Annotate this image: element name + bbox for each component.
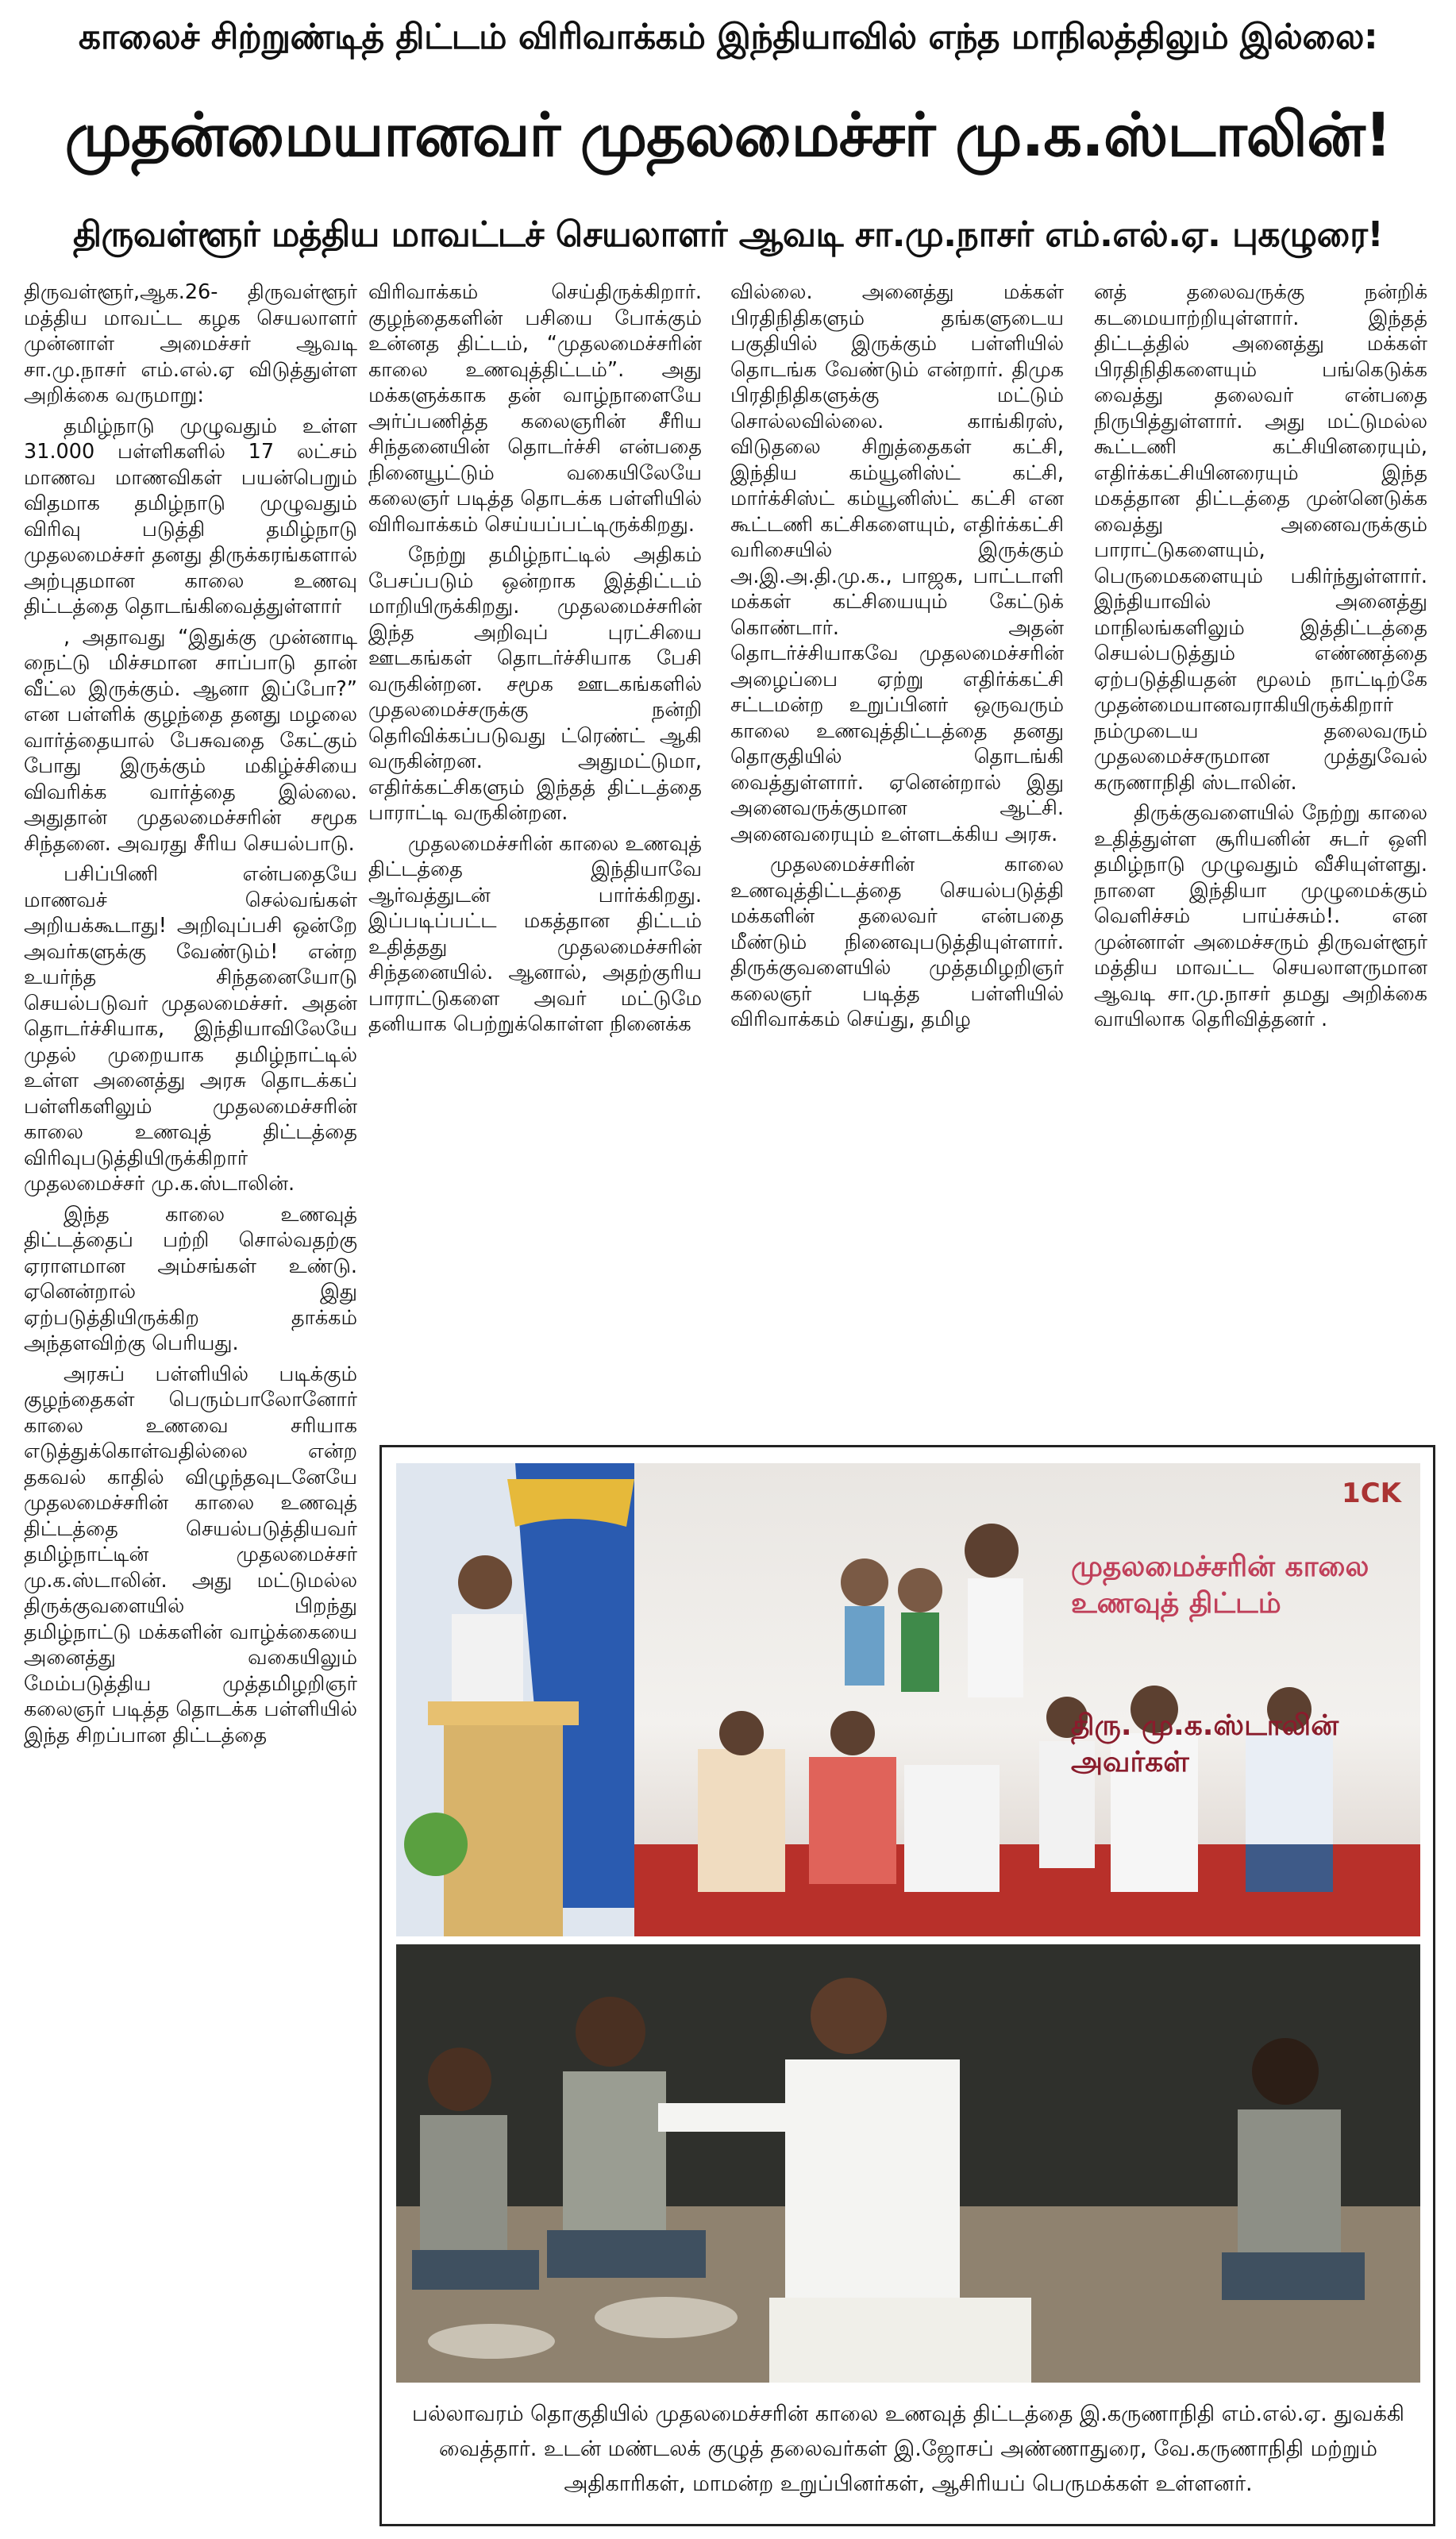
paragraph: , அதாவது “இதுக்கு முன்னாடி நைட்டு மிச்சமான சாப்பாடு தான் வீட்ல இருக்கும். ஆனா இப்போ?” என பள்ளிக் குழந்தை தனது மழலை வார்த்தையால் பேசுவதை கேட்கும் போது இருக்கும் மகிழ்ச்சியை விவரிக்க வார்த்தை இல்லை. அதுதான் முதலமைச்சரின் சமூக சிந்தனை. அவரது சீரிய செயல்பாடு. — [24, 625, 357, 856]
guest-1-head — [719, 1711, 764, 1755]
sub-headline: திருவள்ளூர் மத்திய மாவட்டச் செயலாளர் ஆவடி சா.மு.நாசர் எம்.எல்.ஏ. புகழுரை! — [72, 214, 1384, 255]
girl-head — [1252, 2038, 1319, 2105]
guest-5-trousers — [1246, 1844, 1333, 1892]
food-plate-1 — [595, 2297, 738, 2338]
paragraph: வில்லை. அனைத்து மக்கள் பிரதிநிதிகளும் தங்களுடைய பகுதியில் இருக்கும் பள்ளியில் தொடங்க வேண்டும் என்றார். திமுக பிரதிநிதிகளுக்கு மட்டும் சொல்லவில்லை. காங்கிரஸ், விடுதலை சிறுத்தைகள் கட்சி, இந்திய கம்யூனிஸ்ட் கட்சி, மார்க்சிஸ்ட் கம்யூனிஸ்ட் கட்சி என கூட்டணி கட்சிகளையும், எதிர்க்கட்சி வரிசையில் இருக்கும் அ.இ.அ.தி.மு.க., பாஜக, பாட்டாளி மக்கள் கட்சியையும் கேட்டுக் கொண்டார். அதன் தொடர்ச்சியாகவே முதலமைச்சரின் அழைப்பை ஏற்று எதிர்க்கட்சி சட்டமன்ற உறுப்பினர் ஒருவரும் காலை உணவுத்திட்டத்தை தனது தொகுதியில் தொடங்கி வைத்துள்ளார். ஏனென்றால் இது அனைவருக்குமான ஆட்சி. அனைவரையும் உள்ளடக்கிய அரசு. — [730, 280, 1064, 846]
article-column-1 — [24, 279, 357, 2531]
logo-badge: 1CK — [1342, 1478, 1401, 1509]
banner-child-2 — [898, 1568, 942, 1612]
plant — [404, 1813, 468, 1876]
podium-top — [428, 1701, 579, 1725]
banner-child-2-body — [901, 1612, 939, 1692]
paragraph: முதலமைச்சரின் காலை உணவுத் திட்டத்தை இந்தியாவே ஆர்வத்துடன் பார்க்கிறது. இப்படிப்பட்ட மகத்தான திட்டம் உதித்தது முதலமைச்சரின் சிந்தனையில். ஆனால், அதற்குரிய பாராட்டுகளை அவர் மட்டுமே தனியாக பெற்றுக்கொள்ள நினைக்க — [368, 831, 702, 1036]
kicker-headline: காலைச் சிற்றுண்டித் திட்டம் விரிவாக்கம் இந்தியாவில் எந்த மாநிலத்திலும் இல்லை: — [78, 17, 1378, 57]
child-2-uniform — [563, 2071, 666, 2230]
paragraph: திருக்குவளையில் நேற்று காலை உதித்துள்ள சூரியனின் சுடர் ஒளி தமிழ்நாடு முழுவதும் வீசியுள்ளது. நாளை இந்தியா முழுமைக்கும் வெளிச்சம் பாய்ச்சும்!. என முன்னாள் அமைச்சரும் திருவள்ளூர் மத்திய மாவட்ட செயலாளருமான ஆவடி சா.மு.நாசர் தமது அறிக்கை வாயிலாக தெரிவித்தனர் . — [1094, 801, 1427, 1031]
banner-title: முதலமைச்சரின் காலை உணவுத் திட்டம் — [1071, 1551, 1369, 1620]
food-plate-2 — [428, 2324, 555, 2359]
photo-caption: பல்லாவரம் தொகுதியில் முதலமைச்சரின் காலை உணவுத் திட்டத்தை இ.கருணாநிதி எம்.எல்.ஏ. துவக்கி வைத்தார். உடன் மண்டலக் குழுத் தலைவர்கள் இ.ஜோசப் அண்ணாதுரை, வே.கருணாநிதி மற்றும் அதிகாரிகள், மாமன்ற உறுப்பினர்கள், ஆசிரியப் பெருமக்கள் உள்ளனர். — [412, 2402, 1404, 2496]
girl-legs — [1222, 2252, 1365, 2300]
classroom-illustration — [396, 1944, 1420, 2383]
paragraph: விரிவாக்கம் செய்திருக்கிறார். குழந்தைகளின் பசியை போக்கும் உன்னத திட்டம், “முதலமைச்சரின் காலை உணவுத்திட்டம்”. அது மக்களுக்காக தன் வாழ்நாளையே அர்ப்பணித்த கலைஞரின் சீரிய சிந்தனையின் தொடர்ச்சி என்பதை நினையூட்டும் வகையிலேயே கலைஞர் படித்த தொடக்க பள்ளியில் விரிவாக்கம் செய்யப்பட்டிருக்கிறது. — [368, 280, 702, 537]
article-column-4 — [1094, 279, 1427, 1431]
paragraph: திருவள்ளூர்,ஆக.26- திருவள்ளூர் மத்திய மாவட்ட கழக செயலாளர் முன்னாள் அமைச்சர் ஆவடி சா.மு.நாசர் எம்.எல்.ஏ விடுத்துள்ள அறிக்கை வருமாறு: — [24, 280, 357, 407]
paragraph: அரசுப் பள்ளியில் படிக்கும் குழந்தைகள் பெரும்பாலோனோர் காலை உணவை சரியாக எடுத்துக்கொள்வதில்லை என்ற தகவல் காதில் விழுந்தவுடனேயே முதலமைச்சரின் காலை உணவுத் திட்டத்தை செயல்படுத்தியவர் தமிழ்நாட்டின் முதலமைச்சர் மு.க.ஸ்டாலின். அது மட்டுமல்ல திருக்குவளையில் பிறந்து தமிழ்நாட்டு மக்களின் வாழ்க்கையை அனைத்து வகையிலும் மேம்படுத்திய முத்தமிழறிஞர் கலைஞர் படித்த தொடக்க பள்ளியில் இந்த சிறப்பான திட்டத்தை — [24, 1362, 357, 1747]
banner-child-1 — [841, 1558, 888, 1606]
paragraph: நேற்று தமிழ்நாட்டில் அதிகம் பேசப்படும் ஒன்றாக இத்திட்டம் மாறியிருக்கிறது. முதலமைச்சரின் இந்த அறிவுப் புரட்சியை ஊடகங்கள் தொடர்ச்சியாக பேசி வருகின்றன. சமூக ஊடகங்களில் முதலமைச்சருக்கு நன்றி தெரிவிக்கப்படுவது ட்ரெண்ட் ஆகி வருகின்றன. அதுமட்டுமா, எதிர்க்கட்சிகளும் இந்தத் திட்டத்தை பாராட்டி வருகின்றன. — [368, 543, 702, 825]
girl-uniform — [1238, 2109, 1341, 2252]
guest-1 — [698, 1749, 785, 1892]
photo-feeding-children — [396, 1944, 1420, 2383]
paragraph: முதலமைச்சரின் காலை உணவுத்திட்டத்தை செயல்படுத்தி மக்களின் தலைவர் என்பதை மீண்டும் நினைவுபடுத்தியுள்ளார். திருக்குவளையில் முத்தமிழறிஞர் கலைஞர் படித்த பள்ளியில் விரிவாக்கம் செய்து, தமிழ — [730, 853, 1064, 1031]
white-chair — [904, 1765, 1000, 1892]
guest-2 — [809, 1757, 896, 1884]
photo-event-stage — [396, 1463, 1420, 1936]
article-column-3 — [730, 279, 1064, 1431]
banner-name: திரு. மு.க.ஸ்டாலின் அவர்கள் — [1071, 1709, 1339, 1778]
child-1-uniform — [420, 2115, 507, 2250]
paragraph: னத் தலைவருக்கு நன்றிக் கடமையாற்றியுள்ளார். இந்தத் திட்டத்தில் அனைத்து மக்கள் பிரதிநிதிகளையும் பங்கெடுக்க வைத்து தலைவர் என்பதை நிருபித்துள்ளார். அது மட்டுமல்ல கூட்டணி கட்சியினரையும், எதிர்க்கட்சியினரையும் இந்த மகத்தான திட்டத்தை முன்னெடுக்க வைத்து அனைவருக்கும் பாராட்டுகளையும், பெருமைகளையும் பகிர்ந்துள்ளார். இந்தியாவில் அனைத்து மாநிலங்களிலும் இத்திட்டத்தை செயல்படுத்தும் எண்ணத்தை ஏற்படுத்தியதன் மூலம் நாட்டிற்கே முதன்மையானவராகியிருக்கிறார் நம்முடைய தலைவரும் முதலமைச்சருமான முத்துவேல் கருணாநிதி ஸ்டாலின். — [1094, 280, 1427, 795]
child-2-legs — [547, 2230, 706, 2278]
main-headline: முதன்மையானவர் முதலமைச்சர் மு.க.ஸ்டாலின்! — [64, 99, 1392, 170]
man-veshti — [769, 2298, 1031, 2383]
paragraph: இந்த காலை உணவுத் திட்டத்தைப் பற்றி சொல்வதற்கு ஏராளமான அம்சங்கள் உண்டு. ஏனென்றால் இது ஏற்படுத்தியிருக்கிற தாக்கம் அந்தளவிற்கு பெரியது. — [24, 1202, 357, 1355]
guest-2-head — [830, 1711, 875, 1755]
man-shirt — [785, 2059, 960, 2298]
banner-leader — [965, 1524, 1019, 1578]
banner-child-1-body — [845, 1606, 884, 1686]
photo-frame — [379, 1445, 1435, 2526]
man-head — [811, 1978, 887, 2054]
speaker-shirt — [452, 1614, 523, 1709]
paragraph: தமிழ்நாடு முழுவதும் உள்ள 31.000 பள்ளிகளில் 17 லட்சம் மாணவ மாணவிகள் பயன்பெறும் விதமாக தமிழ்நாடு முழுவதும் விரிவு படுத்தி தமிழ்நாடு முதலமைச்சர் தனது திருக்கரங்களால் அற்புதமான காலை உணவு திட்டத்தை தொடங்கிவைத்துள்ளார் — [24, 414, 357, 618]
child-2-head — [576, 1997, 645, 2067]
child-1-head — [428, 2048, 491, 2111]
stage-illustration — [396, 1463, 1420, 1936]
banner-leader-body — [968, 1578, 1023, 1697]
paragraph: பசிப்பிணி என்பதையே மாணவச் செல்வங்கள் அறியக்கூடாது! அறிவுப்பசி ஒன்றே அவர்களுக்கு வேண்டும்! என்ற உயர்ந்த சிந்தனையோடு செயல்படுவர் முதலமைச்சர். அதன் தொடர்ச்சியாக, இந்தியாவிலேயே முதல் முறையாக தமிழ்நாட்டில் உள்ள அனைத்து அரசு தொடக்கப் பள்ளிகளிலும் முதலமைச்சரின் காலை உணவுத் திட்டத்தை விரிவுபடுத்தியிருக்கிறார் முதலமைச்சர் மு.க.ஸ்டாலின். — [24, 862, 357, 1196]
speaker-head — [458, 1555, 512, 1609]
article-column-2 — [368, 279, 702, 1431]
man-arm — [658, 2103, 793, 2132]
child-1-legs — [412, 2250, 539, 2290]
